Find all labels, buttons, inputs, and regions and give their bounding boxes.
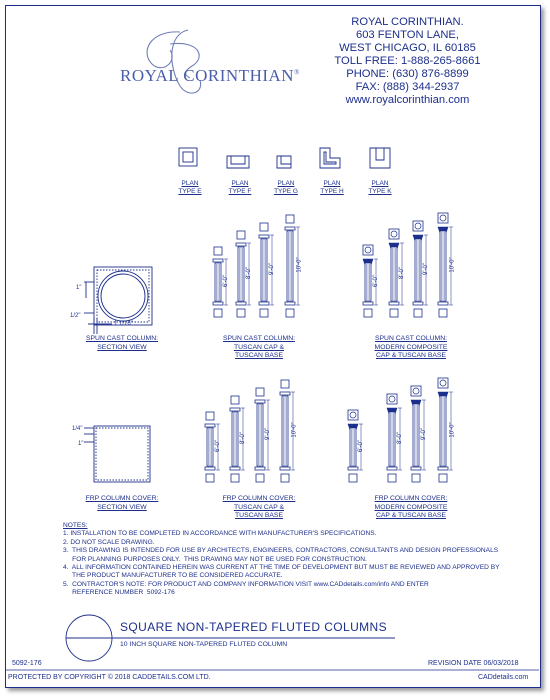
- column-base: [411, 467, 421, 470]
- spun-dim-3: 1 1/16": [114, 321, 133, 327]
- reference-number: 5092-176: [12, 660, 42, 667]
- column-base-block: [256, 474, 264, 482]
- column-base: [259, 302, 269, 305]
- column-base: [285, 302, 295, 305]
- caption-spun-tuscan: [204, 335, 314, 361]
- height-label: 8'-0": [396, 432, 403, 444]
- height-label: 6'-0": [222, 275, 229, 287]
- column-base-block: [281, 474, 289, 482]
- column-plan-block: [281, 380, 289, 388]
- plan-label-line: PLAN: [231, 180, 249, 187]
- plan-label-e: [178, 180, 202, 196]
- column-base-block: [364, 309, 372, 317]
- height-label: 9'-0": [268, 263, 275, 275]
- height-label: 10'-0": [291, 422, 298, 438]
- column-plan-block: [389, 229, 399, 239]
- frp-section-drawing: [84, 426, 150, 482]
- column-base: [236, 302, 246, 305]
- column-base: [389, 302, 399, 305]
- plan-label-g: [272, 180, 300, 196]
- column-plan-circle: [365, 247, 371, 253]
- column-plan-circle: [391, 231, 397, 237]
- column-plan-block: [348, 410, 358, 420]
- spun-dim-1: 1": [76, 285, 82, 291]
- height-label: 8'-0": [239, 432, 246, 444]
- company-block: [300, 16, 515, 107]
- column-base-block: [214, 309, 222, 317]
- column-plan-circle: [440, 215, 446, 221]
- plan-type-h-icon: [320, 148, 340, 168]
- plan-label-line: TYPE F: [228, 188, 252, 195]
- caption-spun-section: [80, 335, 164, 352]
- plan-type-k-icon: [370, 148, 390, 168]
- height-label: 8'-0": [398, 267, 405, 279]
- caption-frp-section: [80, 495, 164, 512]
- plan-label-line: TYPE E: [178, 188, 202, 195]
- notes-title: NOTES:: [63, 522, 88, 529]
- column-plan-block: [231, 396, 239, 404]
- column-base-block: [412, 474, 420, 482]
- plan-type-g-icon: [277, 156, 291, 168]
- column-capital: [255, 400, 265, 403]
- column-capital: [236, 243, 246, 246]
- column-base: [438, 302, 448, 305]
- plan-label-line: TYPE G: [274, 188, 298, 195]
- note-line: 1. INSTALLATION TO BE COMPLETED IN ACCORDANCE WITH MANUFACTURER'S SPECIFICATIONS.: [63, 530, 377, 538]
- plan-label-line: PLAN: [277, 180, 295, 187]
- plan-label-k: [366, 180, 394, 196]
- column-base: [205, 467, 215, 470]
- column-plan-block: [411, 386, 421, 396]
- column-plan-block: [438, 378, 448, 388]
- column-plan-block: [256, 388, 264, 396]
- column-base: [387, 467, 397, 470]
- caption-spun-modern: [356, 335, 466, 361]
- column-base-block: [231, 474, 239, 482]
- company-phone: PHONE: (630) 876-8899: [346, 68, 469, 80]
- column-plan-block: [438, 213, 448, 223]
- company-fax: FAX: (888) 344-2937: [355, 81, 460, 93]
- caption-line: FRP COLUMN COVER:: [374, 495, 448, 502]
- column-capital: [205, 424, 215, 427]
- column-plan-circle: [350, 412, 356, 418]
- height-label: 10'-0": [449, 422, 456, 438]
- logo-registered: ®: [294, 68, 300, 77]
- height-label: 9'-0": [420, 428, 427, 440]
- caption-line: SPUN CAST COLUMN:: [374, 335, 447, 342]
- column-base: [348, 467, 358, 470]
- height-label: 9'-0": [264, 428, 271, 440]
- caption-line: TUSCAN CAP &: [233, 503, 285, 511]
- column-plan-circle: [440, 380, 446, 386]
- plan-label-line: PLAN: [323, 180, 341, 187]
- column-base: [363, 302, 373, 305]
- height-label: 6'-0": [357, 440, 364, 452]
- column-plan-block: [387, 394, 397, 404]
- revision-date: REVISION DATE 06/03/2018: [428, 660, 519, 667]
- height-label: 9'-0": [422, 263, 429, 275]
- column-base: [280, 467, 290, 470]
- caption-line: TUSCAN BASE: [235, 512, 283, 519]
- plan-label-line: TYPE K: [368, 188, 392, 195]
- column-plan-circle: [389, 396, 395, 402]
- company-address-2: WEST CHICAGO, IL 60185: [339, 42, 476, 54]
- company-tollfree: TOLL FREE: 1-888-265-8661: [334, 55, 481, 67]
- column-capital: [280, 392, 290, 395]
- plan-type-e-icon: [179, 148, 197, 166]
- column-base-block: [388, 474, 396, 482]
- height-label: 10'-0": [449, 257, 456, 273]
- note-line: REFERENCE NUMBER 5092-176: [63, 589, 175, 597]
- column-base-block: [206, 474, 214, 482]
- footer-site-link[interactable]: CADdetails.com: [478, 674, 529, 681]
- column-base: [230, 467, 240, 470]
- plan-label-line: PLAN: [371, 180, 389, 187]
- column-base-block: [439, 474, 447, 482]
- note-line: FOR PLANNING PURPOSES ONLY. THIS DRAWING MAY NOT BE USED FOR CONSTRUCTION.: [63, 555, 367, 563]
- column-plan-circle: [415, 223, 421, 229]
- column-base-block: [390, 309, 398, 317]
- column-plan-block: [363, 245, 373, 255]
- column-base: [438, 467, 448, 470]
- column-capital: [213, 259, 223, 262]
- column-base: [413, 302, 423, 305]
- column-base-block: [237, 309, 245, 317]
- column-plan-block: [237, 231, 245, 239]
- plan-label-line: PLAN: [181, 180, 199, 187]
- logo-text: ROYAL CORINTHIAN: [120, 66, 295, 85]
- column-base-block: [414, 309, 422, 317]
- caption-line: MODERN COMPOSITE: [374, 503, 448, 511]
- column-base-block: [349, 474, 357, 482]
- plan-label-h: [318, 180, 346, 196]
- column-base: [255, 467, 265, 470]
- height-label: 6'-0": [214, 440, 221, 452]
- company-name: ROYAL CORINTHIAN.: [351, 16, 464, 28]
- caption-line: CAP & TUSCAN BASE: [375, 352, 446, 359]
- note-line: 4. ALL INFORMATION CONTAINED HEREIN WAS CURRENT AT THE TIME OF DEVELOPMENT BUT MUST BE REVIEWED AND APPROVED BY: [63, 564, 500, 572]
- caption-line: FRP COLUMN COVER:: [85, 495, 159, 502]
- height-label: 10'-0": [296, 257, 303, 273]
- caption-line: CAP & TUSCAN BASE: [375, 512, 446, 519]
- column-plan-block: [413, 221, 423, 231]
- caption-line: TUSCAN CAP &: [233, 343, 285, 351]
- column-plan-circle: [413, 388, 419, 394]
- column-plan-block: [206, 412, 214, 420]
- caption-line: SECTION VIEW: [97, 343, 147, 351]
- plan-label-f: [226, 180, 254, 196]
- spun-dim-2: 1/2": [70, 313, 81, 319]
- column-capital: [285, 227, 295, 230]
- company-web: www.royalcorinthian.com: [345, 94, 470, 106]
- note-line: 5. CONTRACTOR'S NOTE: FOR PRODUCT AND COMPANY INFORMATION VISIT www.CADdetails.com/info AND ENTER: [63, 580, 429, 588]
- drawing-subtitle: 10 INCH SQUARE NON-TAPERED FLUTED COLUMN: [120, 641, 288, 648]
- company-address-1: 603 FENTON LANE,: [355, 29, 459, 41]
- column-capital: [259, 235, 269, 238]
- caption-line: FRP COLUMN COVER:: [222, 495, 296, 502]
- plan-type-f-icon: [227, 156, 249, 168]
- column-plan-block: [286, 215, 294, 223]
- column-plan-block: [260, 223, 268, 231]
- caption-frp-modern: [356, 495, 466, 521]
- caption-frp-tuscan: [204, 495, 314, 521]
- drawing-title: SQUARE NON-TAPERED FLUTED COLUMNS: [120, 620, 388, 634]
- column-base-block: [286, 309, 294, 317]
- logo-wordmark: [120, 66, 300, 86]
- caption-line: TUSCAN BASE: [235, 352, 283, 359]
- note-line: 3. THIS DRAWING IS INTENDED FOR USE BY ARCHITECTS, ENGINEERS, CONTRACTORS, CONSULTANTS AND DESIGN PROFESSIONALS: [63, 547, 499, 555]
- caption-line: SPUN CAST COLUMN:: [222, 335, 295, 342]
- column-base: [213, 302, 223, 305]
- frp-dim-2: 1": [78, 441, 84, 447]
- notes-block: [63, 522, 533, 598]
- column-base-block: [260, 309, 268, 317]
- column-capital: [230, 408, 240, 411]
- footer-copyright: PROTECTED BY COPYRIGHT © 2018 CADDETAILS.COM LTD.: [8, 674, 211, 681]
- column-plan-block: [214, 247, 222, 255]
- height-label: 8'-0": [245, 267, 252, 279]
- frp-dim-1: 1/4": [72, 426, 83, 432]
- caption-line: SECTION VIEW: [97, 503, 147, 511]
- column-base-block: [439, 309, 447, 317]
- note-line: 2. DO NOT SCALE DRAWING.: [63, 538, 155, 546]
- note-line: THE PRODUCT MANUFACTURER TO BE CONSIDERED ACCURATE.: [63, 572, 283, 580]
- plan-label-line: TYPE H: [320, 188, 344, 195]
- height-label: 6'-0": [372, 275, 379, 287]
- caption-line: SPUN CAST COLUMN:: [85, 335, 158, 342]
- caption-line: MODERN COMPOSITE: [374, 343, 448, 351]
